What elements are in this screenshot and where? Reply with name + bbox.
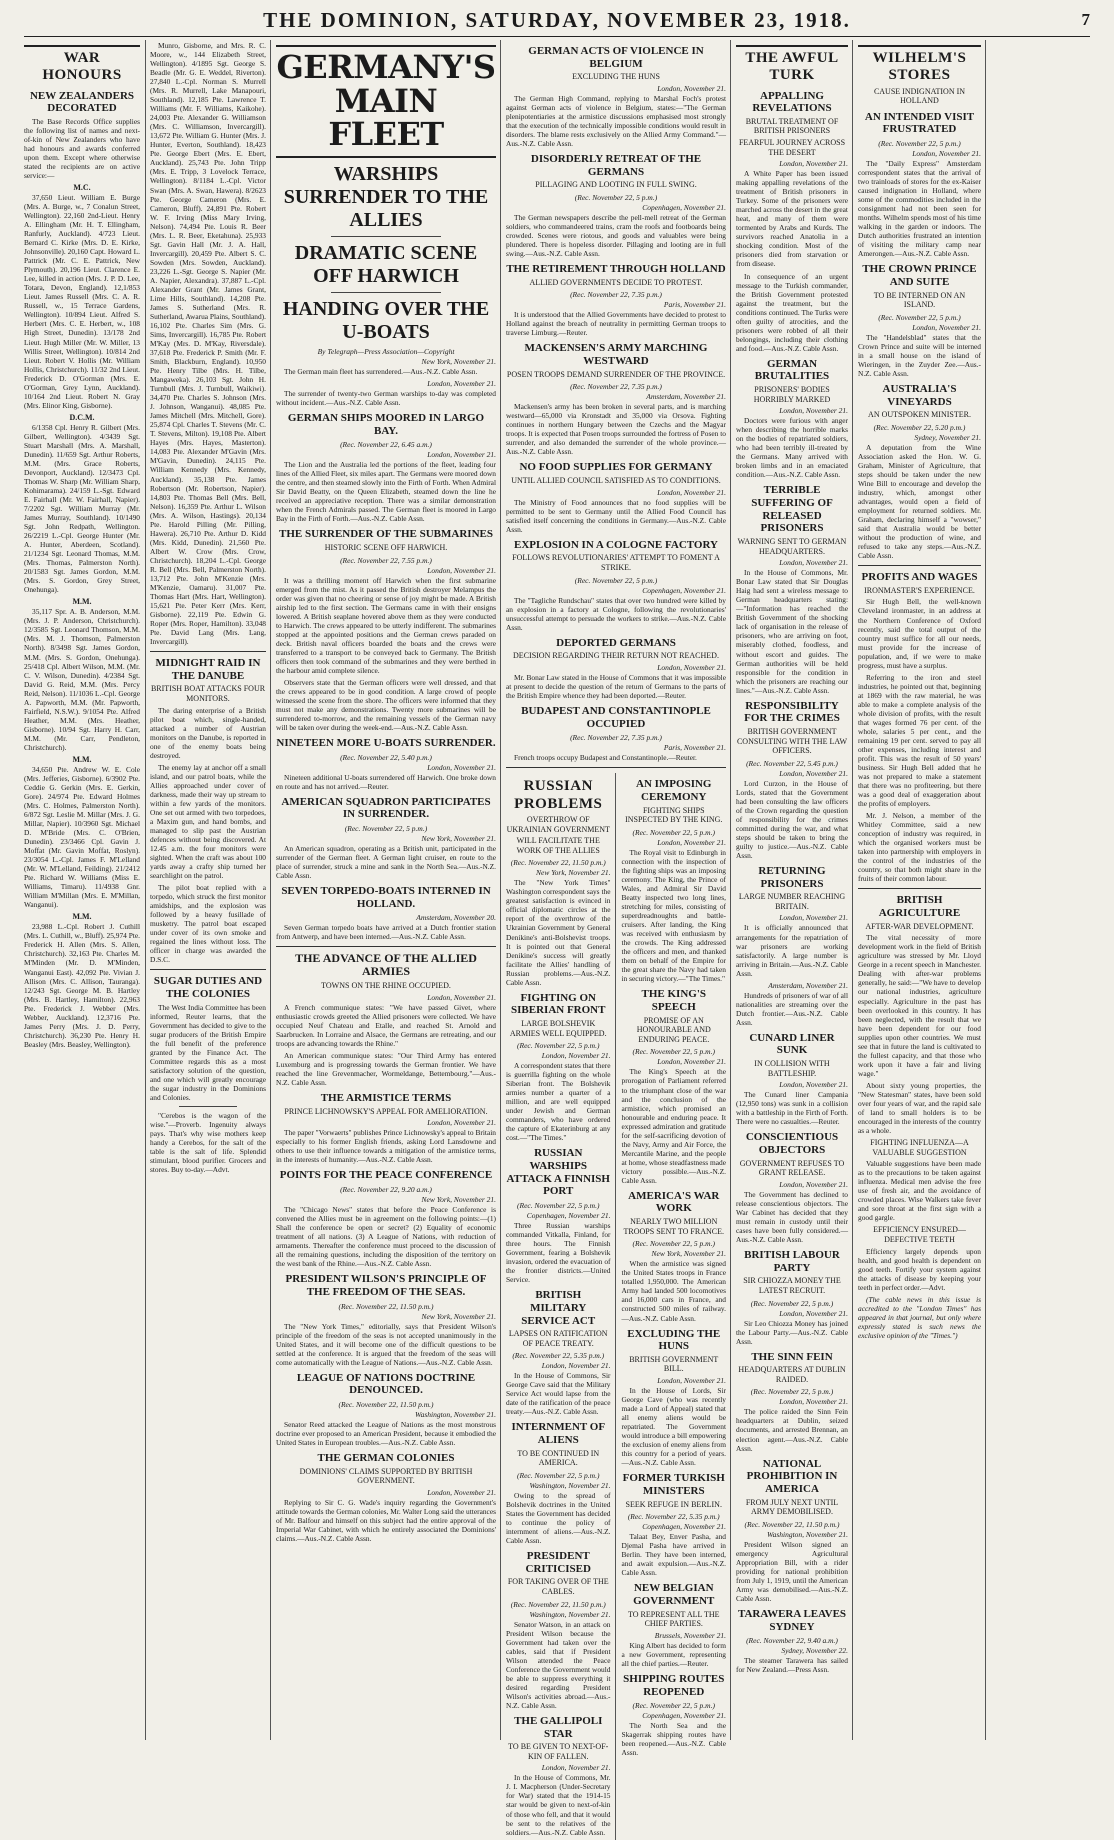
article-text: In consequence of an urgent message to the Turkish commander, the British Government protested against the treatment, but the conditions continued. The Turks were often guilty of atrocities, and the prisoners were robbed of all their belongings, including their clothing and food.—Aus.-N.Z. Cable Assn.	[736, 271, 848, 353]
subheading: IRONMASTER'S EXPERIENCE.	[864, 585, 975, 595]
article-text: The daring enterprise of a British pilot boat which, single-handed, attacked a number of Austrian monitors on the Danube, is reported in one of the enemy boats being destroyed.	[150, 705, 266, 760]
dateline: Copenhagen, November 21.	[642, 585, 726, 595]
divider	[858, 565, 981, 566]
article-text: When the armistice was signed the United States troops in France totalled 1,950,000. The American Army had landed 500 locomotives and 16,000 cars in France, and constructed 500 miles of railway.—Aus.-N.Z. Cable Assn.	[621, 1259, 726, 1323]
headline-german-colonies: THE GERMAN COLONIES	[317, 1452, 455, 1465]
subheading: DOMINIONS' CLAIMS SUPPORTED BY BRITISH GOVERNMENT.	[299, 1466, 473, 1486]
headline-belgian-government: NEW BELGIAN GOVERNMENT	[633, 1582, 715, 1607]
subheading: OVERTHROW OF UKRAINIAN GOVERNMENT	[506, 814, 610, 834]
received-time: (Rec. November 22, 11.50 p.m.)	[744, 1519, 840, 1529]
subheading: FOR TAKING OVER OF THE CABLES.	[507, 1577, 609, 1597]
received-time: (Rec. November 22, 5 p.m.)	[574, 192, 658, 202]
article-text: Referring to the iron and steel industries, he pointed out that, beginning at 1869 with the raw material, he was able to make a complete analysis of the whole division of profits, with the result that wages formed 76 per cent. of the whole, salaries 5 per cent., and the remaining 19 per cent. served to pay all other expenses, including interest and profit. This was the result of 50 years' business. Sir Hugh Bell added that he was not prepared to make a statement that there was no profiteering, but there was a good deal of exaggeration about the profits of employers.	[858, 672, 981, 809]
subheading: HEADQUARTERS AT DUBLIN RAIDED.	[738, 1365, 846, 1384]
article-text: The "Chicago News" states that before the Peace Conference is convened the Allies must be in agreement on the following points:—(1) Shall the conference be open or secret? (2) Equality of economic treatment of all nations. (3) A League of Nations, with reduction of armaments. Thereafter the conference must proceed to the discussion of all the remaining questions, including the disposition of the territory on the west bank of the Rhine.—Aus.-N.Z. Cable Assn.	[276, 1205, 496, 1269]
article-text: The German High Command, replying to Marshal Foch's protest against German acts of violence in Belgium, states:—"The German plenipotentiaries at the armistice discussions emphasised most strongly that the execution of the technically impossible conditions would result in disorders. The blame rests exclusively on the Allied Army Command."—Aus.-N.Z. Cable Assn.	[506, 93, 726, 149]
received-time: (Rec. November 22, 5 p.m.)	[878, 312, 961, 322]
headline-profits-wages: PROFITS AND WAGES	[861, 571, 978, 584]
dateline: London, November 21.	[657, 83, 726, 93]
article-text: A French communique states: "We have passed Givet, where enthusiastic crowds greeted the Allied prisoners were collected. We have occupied Neuf Chateau and Etalle, and reached St. Arnold and Saarbrucken. In Lorraine and Alsace, the Germans are retreating, and our troops are advancing towards the Rhine."	[276, 1002, 496, 1048]
headline-ceremony: AN IMPOSING CEREMONY	[636, 778, 712, 804]
dateline: New York, November 21.	[421, 1195, 496, 1205]
headline-league: LEAGUE OF NATIONS DOCTRINE DENOUNCED.	[296, 1371, 476, 1397]
list-heading: M.M.	[72, 597, 92, 607]
dateline: Paris, November 21.	[663, 300, 726, 310]
headline-food: NO FOOD SUPPLIES FOR GERMANY	[519, 461, 713, 474]
dateline: London, November 21.	[779, 1308, 848, 1318]
headline-holland: THE RETIREMENT THROUGH HOLLAND	[506, 263, 726, 276]
article-text: The surrender of twenty-two German warships to-day was completed without incident.—Aus.-N.Z. Cable Assn.	[276, 388, 496, 407]
article-text: The Royal visit to Edinburgh in connection with the inspection of the fighting ships was an imposing ceremony. The King, the Prince of Wales, and Admiral Sir David Beatty inspected two long lines, stretching for miles, consisting of superdreadnoughts and battle-cruisers. After landing, the King was received with enthusiasm by the crowds. The King addressed the officers and men, and thanked them on behalf of the Empire for the great share the Navy had taken in securing victory.—"The Times."	[621, 847, 726, 984]
subheading: AMERICAN SQUADRON PARTICIPATES IN SURRENDER.	[281, 795, 491, 821]
headline-turkish-ministers: FORMER TURKISH MINISTERS	[622, 1472, 725, 1497]
article-text: Mr. J. Nelson, a member of the Whitley Committee, said a new conception of industry was required, in which the organised workers must be taken into partnership with employers in the control of the industries of the country, so that both might share in the fruits of their common labour.	[858, 811, 981, 884]
honours-list: Munro, Gisborne, and Mrs. R. C. Moore, w., 144 Elizabeth Street, Wellington). 4/1895 Sgt. George S. Beadle (Mr. G. E. Weddel, Riverton). 27,840 L.-Cpl. Norman S. Murrell (Mrs. R. Murrell, Lake Manapouri, Southland). 12,185 Pte. Lawrence T. Williams (Mr. F. Williams, Kaikohe). 24,003 Pte. Alexander G. Williamson (Mrs. C. Williamson, Invercargill). 13,672 Pte. William G. Hunter (Mrs. J. Hunter, Everton, Southland). 18,423 Pte. George Ebert (Mrs. E. Ebert, Auckland). 25,743 Pte. John Tripp (Mrs. E. Tripp, 3 Lovelock Terrace, Wellington). 8/1184 L.-Cpl. Victor Swan (Mrs. A. Swan, Hawera). 8/2623 Pte. George Cameron (Mrs. E. Cameron, Bluff). 24,891 Pte. Robert W. F. Irving (Miss Mary Irving, Nelson). 74,494 Pte. Louis R. Beer (Mrs. L. R. Beer, Eketahuna). 25,933 Sgt. Gavin Hall (Mr. J. A. Hall, Invercargill). 20,459 Pte. Albert S. C. Sowden (Mrs. Sowden, Auckland). 23,226 L.-Sgt. George S. Napier (Mr. A. Napier, Alexandra). 37,887 L.-Cpl. Alexander Grant (Mr. James Grant, Lime Hills, Southland). 14,208 Pte. James S. Sutherland (Mrs. R. Sutherland, Awarua Plains, Southland). 16,102 Pte. Charles Sim (Mrs. G. Sims, Invercargill). 16,785 Pte. Robert M'Kay (Mrs. D. M'Kay, Riversdale). 37,618 Pte. Frederick P. Smith (Mr. F. Smith, Blackburn, England). 10,950 Pte. Henry Tilbe (Mrs. H. Tilbe, Mangaweka). 26,103 Sgt. John H. Turnbull (Mrs. J. Turnbull, Waikiwi). 34,470 Pte. Charles S. Johnson (Mrs. J. Johnson, Wanganui). 48,085 Pte. James Mitchell (Mrs. Mitchell, Gore). 25,874 Cpl. Charles T. Stevens (Mr. C. T. Stevens, Milton). 19,108 Pte. Albert Hayes (Mrs. Hayes, Masterton). 14,083 Pte. Alexander M'Gavin (Mrs. M'Gavin, Dunedin). 24,115 Pte. William Kennedy (Mrs. Kennedy, Auckland). 35,138 Pte. James Robertson (Mr. Robertson, Napier). 14,803 Pte. Thomas Bell (Mrs. Bell, Nelson). 16,359 Pte. Arthur L. Wilson (Mrs. A. Wilson, Hastings). 20,134 Pte. Harold Pilling (Mr. Pilling, Hawera). 26,710 Pte. Arthur D. Kidd (Mrs. Kidd, Dunedin). 21,560 Pte. Albert W. Crow (Mrs. Crow, Christchurch). 18,204 L.-Cpl. George R. Bell (Mrs. Bell, Palmerston North). 13,712 Pte. John M'Kenzie (Mrs. M'Kenzie, Oamaru). 31,007 Pte. Thomas Hart (Mrs. Hart, Wellington). 15,621 Pte. Peter Kerr (Mrs. Kerr, Gisborne). 22,119 Pte. Edwin G. Roper (Mrs. Roper, Hamilton). 33,048 Pte. David Lang (Mrs. Lang, Invercargill).	[150, 41, 266, 647]
divider	[858, 888, 981, 889]
received-time: (Rec. November 22, 7.35 p.m.)	[570, 290, 662, 300]
headline-service-act: BRITISH MILITARY SERVICE ACT	[521, 1289, 596, 1327]
honours-list: 37,650 Lieut. William E. Burge (Mrs. A. Burge, w., 7 Conalun Street, Wellington). 22,160 2nd-Lieut. Henry A. Ellingham (Mr. H. T. Ellingham, Ranfurly, Auckland). 4/723 Lieut. Bernard C. Kirke (Mrs. D. E. Kirke, Johnsonville). 20,160 Capt. Howard L. Pattrick (Mr. C. E. Pattrick, New Plymouth). 20,196 Lieut. Clarence E. Lee, killed in action (Mrs. J. P. D. Lee, Totara, Devon, England). 12,1/853 Lieut. James Russell (Mrs. C. A. R. Russell, w., 15 Terrace Gardens, Wellington). 10/894 Lieut. Alfred S. Herbert (Mrs. C. E. Herbert, w., 108 High Street, Dunedin). 13/178 2nd Lieut. Hugh Miller (Mr. W. Miller, 13 Willis Street, Wellington). 10/814 2nd Lieut. Robert V. Hollis (Mr. William Hollis, Christchurch). 11/32 2nd Lieut. Frederick D. O'Gorman (Mrs. E. O'Gorman, Grey Lynn, Auckland). 10/164 2nd Lieut. Robert N. Gray (Mrs. Elinor King, Gisborne).	[24, 193, 140, 410]
received-time: (Rec. November 22, 5 p.m.)	[574, 575, 658, 585]
column-war-honours	[24, 40, 140, 1740]
column-rule	[985, 40, 986, 1740]
received-time: (Rec. November 22, 5.40 p.m.)	[340, 752, 432, 762]
column-rule	[145, 40, 146, 1740]
divider	[331, 236, 441, 237]
article-text: Seven German torpedo boats have arrived at a Dutch frontier station from Antwerp, and have been interned.—Aus.-N.Z. Cable Assn.	[276, 922, 496, 941]
subheading: IN COLLISION WITH BATTLESHIP.	[754, 1059, 830, 1078]
received-time: (Rec. November 22, 5.35 p.m.)	[512, 1351, 605, 1361]
article-text: The "New York Times," editorially, says that President Wilson's principle of the freedom of the seas is not accepted unanimously in the United States, and it will become one of the difficult questions to be settled at the conference. It is argued that the freedom of the seas will come automatically with the League of Nations.—Aus.-N.Z. Cable Assn.	[276, 1321, 496, 1367]
dateline: London, November 21.	[779, 1397, 848, 1407]
article-text: King Albert has decided to form a new Government, representing all the chief parties.—Reuter.	[621, 1640, 726, 1668]
subheading: BRITISH GOVERNMENT BILL.	[629, 1354, 719, 1374]
headline-russian-problems: RUSSIAN PROBLEMS	[514, 778, 603, 812]
subheading: EXCLUDING THE HUNS	[572, 72, 660, 82]
dateline: Amsterdam, November 20.	[416, 912, 496, 922]
subheading: FEARFUL JOURNEY ACROSS THE DESERT	[738, 137, 846, 157]
article-text: An American communique states: "Our Third Army has entered Luxemburg and is progressing towards the German frontier. We have reached the line Grevenmacher, Wormeldange, Bettembourg."—Aus.-N.Z. Cable Assn.	[276, 1050, 496, 1088]
honours-list: 6/1358 Cpl. Henry R. Gilbert (Mrs. Gilbert, Wellington). 4/3439 Sgt. Stuart Marshall (Mrs. A. Marshall, Dunedin). 11/659 Sgt. Arthur Roberts, M.M. (Mrs. Grace Roberts, Devonport, Auckland). 12/3473 Cpl. Thomas W. Sharp (Mr. William Sharp, Kohimarama). 24/159 L.-Sgt. Edward E. Fairhall (Mr. W. Fairhall, Napier). 7/2202 Sgt. William Murray (Mr. James Murray, Southland). 10/1490 Sgt. John Redpath, Wellington. 26/2219 L.-Cpl. George Hunter (Mr. A. Hunter, Aberdeen, Scotland). 21/1234 Sgt. Leonard Thomas, M.M. (Mrs. Thomas, Palmerston North). 20/1583 Sgt. James Gordon, M.M. (Mrs. S. Gordon, Grey Street, Onehunga).	[24, 422, 140, 595]
article-text: The "Handelsblad" states that the Crown Prince and suite will be interned in a small house on the island of Wieringen, in the Zuyder Zee.—Aus.-N.Z. Cable Assn.	[858, 332, 981, 378]
dateline: Washington, November 21.	[415, 1410, 496, 1419]
headline-german-brutalities: GERMAN BRUTALITIES	[754, 357, 830, 383]
dateline: London, November 21.	[657, 1057, 726, 1067]
subcolumn-ceremony	[622, 773, 727, 1839]
article-text: Nineteen additional U-boats surrendered off Harwich. One broke down en route and has not arrived.—Reuter.	[276, 772, 496, 791]
dateline: London, November 21.	[427, 378, 496, 388]
subheading: TO BE CONTINUED IN AMERICA.	[517, 1448, 600, 1468]
subheading: NINETEEN MORE U-BOATS SURRENDER.	[276, 737, 496, 750]
dateline: New York, November 21.	[535, 868, 611, 878]
dateline: London, November 21.	[779, 1080, 848, 1090]
list-heading: D.C.M.	[69, 412, 95, 422]
headline-tarawera: TARAWERA LEAVES SYDNEY	[737, 1607, 847, 1633]
headline-terrible-suffering: TERRIBLE SUFFERING OF RELEASED PRISONERS	[751, 484, 833, 535]
subheading: NEW ZEALANDERS DECORATED	[29, 89, 135, 115]
subheading: THE SURRENDER OF THE SUBMARINES	[279, 528, 493, 541]
received-time: (Rec. November 22, 7.35 p.m.)	[570, 733, 662, 743]
article-text: In the House of Commons, Mr. Bonar Law stated that Sir Douglas Haig had sent a wireless message to German headquarters stating:—"Information has reached the British Government of the shocking lack of organisation in the release of prisoners, who are arriving on foot, miserably clothed, foodless, and without escort and guides. The German authorities will be held responsible for the condition in which the prisoners are reaching our lines."—Aus.-N.Z. Cable Assn.	[736, 568, 848, 695]
subcolumn-russian	[506, 773, 616, 1839]
received-time: (Rec. November 22, 9.20 a.m.)	[340, 1185, 432, 1195]
lower-split	[506, 773, 726, 1839]
subheading: LAPSES ON RATIFICATION OF PEACE TREATY.	[508, 1329, 608, 1348]
received-time: (Rec. November 22, 5.20 p.m.)	[873, 422, 966, 432]
article-text: The King's Speech at the prorogation of Parliament referred to the triumphant close of the war and the conclusion of the armistice, which promised an honourable and enduring peace. It expressed admiration and gratitude for the self-sacrificing devotion of the Navy, Army and Air Force, the Mercantile Marine, and the people at home, whose steadfastness made victory possible.—Aus.-N.Z. Cable Assn.	[621, 1067, 726, 1185]
column-rule	[500, 40, 501, 1740]
article-text: About sixty young properties, the "New Statesman" states, have been sold over four years of war, and the rapid sale of land to small holders is to be encouraged in the interests of the country as a whole.	[858, 1080, 981, 1135]
dateline: London, November 21.	[779, 406, 848, 416]
headline-crown-prince: THE CROWN PRINCE AND SUITE	[862, 263, 977, 288]
received-time: (Rec. November 22, 11.50 p.m.)	[510, 858, 606, 868]
article-text: The Government has declined to release conscientious objectors. The War Cabinet has decided that they must remain in custody until their cases have been fully considered.—Aus.-N.Z. Cable Assn.	[736, 1189, 848, 1244]
headline-cologne: EXPLOSION IN A COLOGNE FACTORY	[514, 538, 718, 551]
dateline: London, November 21.	[779, 768, 848, 778]
article-text: Three Russian warships commanded Vitkalla, Finland, for three hours. The Finnish Government, fearing a Bolshevik invasion, ordered the evacuation of the frontier districts.—United Service.	[506, 1221, 611, 1285]
honours-list: 35,117 Spr. A. B. Anderson, M.M. (Mrs. J. P. Anderson, Christchurch). 12/3585 Sgt. Leonard Thomson, M.M. (Mrs. M. J. Thomson, Palmerston North). 8/3498 Sgt. James Gordon, M.M. (Mrs. S. Gordon, Onehunga). 25/418 Cpl. Albert Wilson, M.M. (Mr. C. V. Wilson, Dunedin). 4/2384 Sgt. David G. Reid, M.M. (Mrs. Percy Reid, Nelson). 11/1036 L.-Cpl. George A. Papworth, M.M. (Mr. Papworth, Fairfield, N.S.W.). 9/1054 Pte. Alfred Heather, M.M. (Mrs. Heather, Gisborne). 10/94 Sgt. Harry H. Carr, M.M. (Mr. Carr, Pendleton, Christchurch).	[24, 607, 140, 752]
received-time: (Rec. November 22, 11.50 p.m.)	[510, 1599, 606, 1609]
column-main-fleet	[276, 40, 496, 1740]
headline-labour-party: BRITISH LABOUR PARTY	[744, 1249, 840, 1274]
column-rule	[852, 40, 853, 1740]
dateline: London, November 21.	[427, 1487, 496, 1497]
dateline: Sydney, November 21.	[914, 432, 981, 442]
dateline: Copenhagen, November 21.	[642, 1711, 726, 1721]
headline-wilhelms-stores: WILHELM'S STORES	[858, 45, 981, 85]
headline-retreat: DISORDERLY RETREAT OF THE GERMANS	[530, 153, 702, 178]
received-time: (Rec. November 22, 5 p.m.)	[632, 1701, 715, 1711]
divider	[150, 651, 266, 652]
dateline: New York, November 21.	[421, 834, 496, 844]
article-text: President Wilson signed an emergency Agricultural Appropriation Bill, with a rider providing for national prohibition from July 1, 1919, until the American Army was demobilised.—Aus.-N.Z. Cable Assn.	[736, 1539, 848, 1603]
article-text: Mr. Bonar Law stated in the House of Commons that it was impossible at present to decide the question of the return of Germans to the parts of the British Empire whence they had been deported.—Reuter.	[506, 673, 726, 701]
article-text: The vital necessity of more development work in the field of British agriculture was stressed by Mr. Lloyd George in a recent speech in Manchester. Dealing with after-war problems generally, he said:—"We have to develop our national industries, agriculture especially. Agriculture in the past has been overlooked in this country. It has been neglected, with the result that we have been dependent for our food supplies upon other countries. We must see that in future the land is cultivated to the fullest capacity, and that those who work upon it have a fair and living wage."	[858, 933, 981, 1078]
headline-midnight-raid: MIDNIGHT RAID IN THE DANUBE	[155, 657, 261, 682]
honours-list: 23,988 L.-Cpl. Robert J. Cuthill (Mrs. L. Cuthill, w., Bluff). 25,974 Pte. Frederick H. Allen (Mrs. S. Allen, Christchurch). 32,163 Pte. Charles M. M'Minden (Mr. D. M'Minden, Wanganui East). 42,092 Pte. Vivian J. Allison (Mrs. C. Allison, Tauranga). 12/243 Sgt. George M. B. Hartley (Mrs. B. Hartley, Hamilton). 22,963 Pte. Frederick J. Webber (Mrs. Webber, Auckland). 12,3716 Pte. James Perry (Mrs. J. D. Perry, Christchurch). 36,230 Pte. Henry H. Beasley (Mrs. Beasley, Wellington).	[24, 922, 140, 1049]
page-number: 7	[1081, 10, 1090, 29]
subheading: DECISION REGARDING THEIR RETURN NOT REACHED.	[513, 651, 719, 661]
headline-cunard-liner: CUNARD LINER SUNK	[749, 1031, 835, 1057]
subheading: BRITISH BOAT ATTACKS FOUR MONITORS.	[150, 684, 266, 703]
article-text: The German newspapers describe the pell-mell retreat of the German soldiers, who commandeered trains, cram the roofs and footboards being crowded. Scenes were riotous, and goods and valuables were being plundered. There is hopeless disorder. Pillaging and looting are in full swing.—Aus.-N.Z. Cable Assn.	[506, 212, 726, 259]
received-time: (Rec. November 22, 5.35 p.m.)	[627, 1512, 720, 1522]
subheading: EFFICIENCY ENSURED—DEFECTIVE TEETH	[873, 1225, 966, 1244]
dateline: London, November 21.	[779, 1179, 848, 1189]
list-heading: M.M.	[72, 754, 92, 764]
headline-war-honours: WAR HONOURS	[24, 45, 140, 85]
deck-warships-surrender: WARSHIPS SURRENDER TO THE ALLIES	[283, 162, 489, 231]
received-time: (Rec. November 22, 5 p.m.)	[750, 1298, 834, 1308]
headline-armistice: THE ARMISTICE TERMS	[320, 1092, 452, 1105]
article-text: A deputation from the Wine Association asked the Hon. W. G. Graham, Minister of Agriculture, that steps should be taken under the new Wine Bill to encourage and develop the industry, which, amongst other advantages, would open a field of employment for returned soldiers. Mr. Graham, declaring himself a "wowser," said that Australia would be better without the production of wine, and refused to take any steps.—Aus.-N.Z. Cable Assn.	[858, 442, 981, 561]
dateline: London, November 21.	[427, 1118, 496, 1128]
subheading: LARGE BOLSHEVIK ARMIES WELL EQUIPPED.	[509, 1018, 607, 1038]
received-time: (Rec. November 22, 5 p.m.)	[878, 138, 961, 148]
received-time: (Rec. November 22, 5 p.m.)	[517, 1041, 600, 1051]
subheading: TO REPRESENT ALL THE CHIEF PARTIES.	[628, 1609, 720, 1629]
headline-awful-turk: THE AWFUL TURK	[736, 45, 848, 85]
headline-siberian: FIGHTING ON SIBERIAN FRONT	[511, 991, 606, 1017]
subheading: UNTIL ALLIED COUNCIL SATISFIED AS TO CONDITIONS.	[511, 476, 721, 486]
received-time: (Rec. November 22, 5.45 p.m.)	[746, 758, 838, 768]
subheading: FIGHTING SHIPS INSPECTED BY THE KING.	[625, 805, 723, 825]
headline-sinn-fein: THE SINN FEIN	[751, 1350, 833, 1363]
list-heading: M.C.	[73, 183, 91, 192]
article-text: It is officially announced that arrangements for the repatriation of war prisoners are working satisfactorily. A large number is arriving in Britain.—Aus.-N.Z. Cable Assn.	[736, 923, 848, 978]
headline-finnish-port: RUSSIAN WARSHIPS ATTACK A FINNISH PORT	[506, 1147, 610, 1198]
received-time: (Rec. November 22, 5 p.m.)	[344, 824, 428, 834]
received-time: (Rec. November 22, 5 p.m.)	[632, 827, 715, 837]
dateline: Washington, November 21.	[529, 1609, 611, 1619]
dateline: New York, November 21.	[421, 356, 496, 366]
headline-peace-conference: POINTS FOR THE PEACE CONFERENCE	[279, 1169, 493, 1182]
headline-violence-belgium: GERMAN ACTS OF VIOLENCE IN BELGIUM	[528, 45, 704, 70]
article-text: The Cunard liner Campania (12,950 tons) was sunk in a collision with a battleship in the Firth of Forth. There were no casualties.—Reuter.	[736, 1090, 848, 1127]
article-text: The West India Committee has been informed, Reuter learns, that the Government has decided to give to the sugar producers of the British Empire the full benefit of the preference granted by the Finance Act. The Committee regards this as a most satisfactory solution of the question, and one which will greatly encourage the sugar industry in the Dominions and Colonies.	[150, 1002, 266, 1103]
headline-prohibition: NATIONAL PROHIBITION IN AMERICA	[746, 1457, 838, 1495]
dateline: London, November 21.	[541, 1051, 611, 1061]
dateline: Copenhagen, November 21.	[642, 202, 726, 212]
received-time: (Rec. November 22, 7.35 p.m.)	[570, 382, 662, 392]
dateline: London, November 21.	[912, 322, 981, 332]
article-text: Doctors were furious with anger when describing the horrible marks on the bodies of repatriated soldiers, who had been terribly ill-treated by the Germans. Many arrived with broken limbs and in an emaciated condition.—Aus.-N.Z. Cable Assn.	[736, 416, 848, 480]
subheading: GOVERNMENT REFUSES TO GRANT RELEASE.	[739, 1158, 845, 1178]
headline-advance: THE ADVANCE OF THE ALLIED ARMIES	[295, 950, 477, 979]
article-text: The "New York Times" Washington correspondent says the greatest satisfaction is evinced in official diplomatic circles at the report of the overthrow of the Ukrainian Government by General Denikine's anti-Bolshevist troops. It is pointed out that General Denikine's success will greatly facilitate the Allies' handling of Russian problems.—Aus.-N.Z. Cable Assn.	[506, 878, 611, 987]
received-time: (Rec. November 22, 5 p.m.)	[632, 1239, 715, 1249]
headline-shipping-routes: SHIPPING ROUTES REOPENED	[623, 1672, 725, 1698]
article-text: A correspondent states that there is guerrilla fighting on the whole Siberian front. The Bolshevik armies number a quarter of a million, and are well equipped under Jewish and German commanders, who have ordered the capture of Ekaterinburg at any cost.—"The Times."	[506, 1061, 611, 1143]
editorial-note: (The cable news in this issue is accredited to the "London Times" has appeared in that journal, but only where expressly stated is such news the exclusive opinion of the "Times.")	[858, 1294, 981, 1340]
received-time: (Rec. November 22, 11.50 p.m.)	[338, 1400, 434, 1409]
article-text: Talaat Bey, Enver Pasha, and Djemal Pasha have arrived in Berlin. They have been interned, and await expulsion.—Aus.-N.Z. Cable Assn.	[621, 1532, 726, 1578]
article-text: The Ministry of Food announces that no food supplies will be permitted to be sent to Germany until the Allied Food Council has satisfied itself concerning the conditions in Germany.—Aus.-N.Z. Cable Assn.	[506, 497, 726, 534]
subheading: LARGE NUMBER REACHING BRITAIN.	[738, 892, 846, 911]
article-text: It was a thrilling moment off Harwich when the first submarine emerged from the mist. As it passed the British destroyer Melampus the order was given that no cheering or sense of joy might be made. A British airship led to the first section. The Germans came in with their ensigns lowered. A British seaplane hovered above them as they were conducted to Harwich. The crews appeared to be utterly indifferent. The submarines stopped at the appointed positions and the German crews paraded on deck. British naval officers boarded the boats and the crews were transferred to a transport to be conveyed back to Germany. The British officers then took command of the submarines and they were berthed in the harbour amid complete silence.	[276, 575, 496, 675]
dateline: London, November 21.	[779, 159, 848, 169]
dateline: New York, November 21.	[651, 1249, 726, 1259]
subheading: TO BE INTERNED ON AN ISLAND.	[873, 290, 966, 310]
subheading: WILL FACILITATE THE WORK OF THE ALLIES	[516, 836, 600, 855]
divider	[150, 969, 266, 970]
divider	[276, 946, 496, 947]
subheading: ALLIED GOVERNMENTS DECIDE TO PROTEST.	[529, 277, 703, 287]
headline-aliens: INTERNMENT OF ALIENS	[511, 1421, 606, 1447]
dateline: London, November 21.	[427, 992, 496, 1002]
dateline: Copenhagen, November 21.	[642, 1522, 726, 1532]
subheading: SEVEN TORPEDO-BOATS INTERNED IN HOLLAND.	[281, 885, 491, 910]
dateline: London, November 21.	[657, 1376, 726, 1385]
article-text: The Lion and the Australia led the portions of the fleet, leading four lines of the Allied Fleet, six miles apart. The Germans were moored down the centre, and then steamed slowly into the Firth of Forth. When Admiral Sir David Beatty, on the Queen Elizabeth, steamed down the line he received an appreciative reception. There was a similar demonstration when the French Admirals passed. The German fleet is moored in Largo Bay in the Firth of Forth.—Aus.-N.Z. Cable Assn.	[276, 460, 496, 524]
article-text: Senator Reed attacked the League of Nations as the most monstrous doctrine ever proposed to an American President, because it embodied the United States in European troubles.—Aus.-N.Z. Cable Assn.	[276, 1420, 496, 1448]
dateline: Brussels, November 21.	[654, 1630, 726, 1640]
advertisement-text: Valuable suggestions have been made as to the precautions to be taken against influenza. Medical men advise the free use of fresh air, and the avoidance of crowded places. Wise Walkers take fever and sore throat at the first sign with a good gargle.	[858, 1159, 981, 1223]
column-wilhelm-stores	[858, 40, 981, 1740]
subheading: NEARLY TWO MILLION TROOPS SENT TO FRANCE.	[623, 1217, 724, 1236]
received-time: (Rec. November 22, 5 p.m.)	[632, 1047, 715, 1057]
dateline: Sydney, November 22.	[781, 1646, 848, 1656]
dateline: London, November 21.	[657, 663, 726, 673]
subheading: AN OUTSPOKEN MINISTER.	[868, 410, 971, 420]
dateline: London, November 21.	[541, 1361, 611, 1371]
article-text: A White Paper has been issued making appalling revelations of the treatment of British prisoners in Turkey. Some of the prisoners were marched across the desert in the great heat, and many of them were tormented by Arabs and Kurds. The survivors reached Anatolia in a shocking condition. Most of the prisoners died from starvation or from disease.	[736, 169, 848, 269]
article-text: It is understood that the Allied Governments have decided to protest to Holland against the breach of neutrality in permitting German troops to traverse Limburg.—Reuter.	[506, 310, 726, 338]
dateline: Copenhagen, November 21.	[526, 1211, 611, 1220]
received-time: (Rec. November 22, 5 p.m.)	[750, 1387, 834, 1397]
divider	[331, 292, 441, 293]
article-text: The North Sea and the Skagerrak shipping routes have been reopened.—Aus.-N.Z. Cable Assn.	[621, 1721, 726, 1758]
subheading: CAUSE INDIGNATION IN HOLLAND	[873, 86, 966, 106]
article-text: In the House of Commons, Sir George Cave said that the Military Service Act would lapse from the date of the ratification of the peace treaty.—Aus.-N.Z. Cable Assn.	[506, 1371, 611, 1417]
subheading: PILLAGING AND LOOTING IN FULL SWING.	[535, 180, 697, 190]
article-text: The Base Records Office supplies the following list of names and next-of-kin of New Zealanders who have had honours and awards conferred upon them. Except where otherwise stated the recipients are on active service:—	[24, 116, 140, 180]
subheading: GERMAN SHIPS MOORED IN LARGO BAY.	[287, 411, 485, 437]
headline-sugar-duties: SUGAR DUTIES AND THE COLONIES	[153, 975, 263, 1001]
article-text: Observers state that the German officers were well dressed, and that the crews appeared to be in good condition. A large crowd of people witnessed the scene from the shore. The officers were informed that they must not make any demonstrations. Twenty more submarines will be surrendered to-morrow, and the remaining vessels of the German navy will be taken over during the week-end.—Aus.-N.Z. Cable Assn.	[276, 677, 496, 733]
subheading: WARNING SENT TO GERMAN HEADQUARTERS.	[737, 537, 847, 556]
received-time: (Rec. November 22, 5 p.m.)	[517, 1470, 600, 1480]
dateline: London, November 21.	[657, 837, 726, 847]
headline-deported: DEPORTED GERMANS	[556, 636, 676, 649]
divider	[179, 1106, 237, 1107]
dateline: London, November 21.	[427, 450, 496, 460]
subheading: SIR CHIOZZA MONEY THE LATEST RECRUIT.	[743, 1276, 841, 1295]
received-time: (Rec. November 22, 6.45 a.m.)	[340, 440, 432, 450]
article-text: Lord Curzon, in the House of Lords, stated that the Government had been consulting the law officers of the Crown regarding the question of responsibility for the crimes committed during the war, and what steps should be taken to bring the guilty to justice.—Aus.-N.Z. Cable Assn.	[736, 778, 848, 860]
article-text: Hundreds of prisoners of war of all nationalities are streaming over the Dutch frontier.—Aus.-N.Z. Cable Assn.	[736, 990, 848, 1027]
headline-vineyards: AUSTRALIA'S VINEYARDS	[882, 382, 957, 408]
dateline: London, November 21.	[779, 913, 848, 923]
received-time: (Rec. November 22, 11.50 p.m.)	[338, 1301, 434, 1311]
article-text: Sir Leo Chiozza Money has joined the Labour Party.—Aus.-N.Z. Cable Assn.	[736, 1318, 848, 1346]
masthead	[24, 6, 1090, 37]
dateline: Amsterdam, November 21.	[646, 392, 726, 402]
subheading: PRISONERS' BODIES HORRIBLY MARKED	[753, 385, 831, 404]
subheading: FIGHTING INFLUENZA—A VALUABLE SUGGESTION	[870, 1137, 969, 1157]
dateline: London, November 21.	[427, 565, 496, 575]
dateline: London, November 21.	[779, 558, 848, 568]
list-heading: M.M.	[72, 912, 92, 922]
received-time: (Rec. November 22, 9.40 a.m.)	[746, 1636, 838, 1646]
article-text: The paper "Vorwaerts" publishes Prince Lichnowsky's appeal to Britain especially to his former English friends, asking Lord Lansdowne and others to use their influence towards a mitigation of the armistice terms, in the interests of humanity.—Aus.-N.Z. Cable Assn.	[276, 1128, 496, 1165]
dateline: Amsterdam, November 21.	[768, 980, 848, 990]
subheading: AFTER-WAR DEVELOPMENT.	[865, 921, 974, 931]
article-text: Owing to the spread of Bolshevik doctrines in the United States the Government has decided to continue the policy of internment of aliens.—Aus.-N.Z. Cable Assn.	[506, 1490, 611, 1546]
column-rule	[270, 40, 271, 1740]
subheading: POSEN TROOPS DEMAND SURRENDER OF THE PROVINCE.	[506, 369, 726, 379]
article-text: The pilot boat replied with a torpedo, which struck the first monitor amidships, and the explosion was followed by a heavy fusillade of musketry. The patrol boat escaped under cover of its own smoke and regained the lines without loss. The officer in charge was awarded the D.S.C.	[150, 883, 266, 965]
headline-returning-prisoners: RETURNING PRISONERS	[758, 865, 826, 890]
subheading: BRUTAL TREATMENT OF BRITISH PRISONERS	[745, 116, 839, 136]
column-awful-turk	[736, 40, 848, 1740]
dateline: London, November 21.	[541, 1763, 611, 1773]
deck-dramatic-scene: DRAMATIC SCENE OFF HARWICH	[294, 241, 478, 287]
article-text: The enemy lay at anchor off a small island, and our patrol boats, while the Allies approached under cover of darkness, made their way up stream to within a few yards of the monitors. One set out armed with two torpedoes, a Maxim gun, and hand bombs, and managed to slip past the Austrian defences without being discovered. At 12.45 a.m. the four monitors were sighted. When the craft was about 100 yards away a crafty ship turned her searchlight on the patrol.	[150, 762, 266, 881]
column-two	[150, 40, 266, 1740]
headline-budapest: BUDAPEST AND CONSTANTINOPLE OCCUPIED	[521, 705, 711, 730]
headline-objectors: CONSCIENTIOUS OBJECTORS	[745, 1131, 839, 1157]
dateline: Washington, November 21.	[767, 1529, 848, 1539]
article-text: In the House of Commons, Mr. J. I. Macpherson (Under-Secretary for War) stated that the 1914-15 star would be given to next-of-kin of those who fell, and that it would be sent to the relatives of the soldiers.—Aus.-N.Z. Cable Assn.	[506, 1773, 611, 1837]
dateline: Paris, November 21.	[663, 743, 726, 753]
headline-responsibility: RESPONSIBILITY FOR THE CRIMES	[744, 699, 840, 725]
dateline: London, November 21.	[657, 487, 726, 497]
subheading: AN INTENDED VISIT FRUSTRATED	[864, 110, 975, 136]
headline-kings-speech: THE KING'S SPEECH	[641, 988, 706, 1014]
article-text: The "Tagliche Rundschau" states that over two hundred were killed by an explosion in a factory at Cologne, following the revolutionaries' unsuccessful attempt to persuade the workers to strike.—Aus.-N.Z. Cable Assn.	[506, 595, 726, 632]
deck-u-boats: HANDING OVER THE U-BOATS	[282, 297, 490, 343]
headline-main-fleet: GERMANY'S MAIN FLEET	[276, 45, 496, 158]
subheading: TOWNS ON THE RHINE OCCUPIED.	[321, 981, 451, 991]
dateline: Washington, November 21.	[529, 1480, 611, 1490]
article-text: Mackensen's army has been broken in several parts, and is marching westward—65,000 via Kronstadt and 35,000 via Orsova. Fighting continues in northern Hungary between the Czechs and the Magyar troops. It is expected that Posen troops surrounded the fortress of Posen to surrender, and also demanded the surrender of the whole province.—Aus.-N.Z. Cable Assn.	[506, 402, 726, 457]
headline-british-agriculture: BRITISH AGRICULTURE	[878, 894, 961, 920]
subheading: BRITISH GOVERNMENT CONSULTING WITH THE LAW OFFICERS.	[736, 726, 848, 756]
article-text: French troops occupy Budapest and Constantinople.—Reuter.	[514, 753, 697, 763]
headline-president-criticised: PRESIDENT CRITICISED	[525, 1550, 591, 1575]
article-text: Senator Watson, in an attack on President Wilson because the Government had taken over the cables, said that if President Wilson attended the Peace Conference the Government would be able to suppress everything it desired regarding President Wilson's activities abroad.—Aus.-N.Z. Cable Assn.	[506, 1619, 611, 1710]
dateline: London, November 21.	[912, 148, 981, 158]
article-text: The police raided the Sinn Fein headquarters at Dublin, seized documents, and arrested Brennan, an election agent.—Aus.-N.Z. Cable Assn.	[736, 1407, 848, 1453]
article-text: The German main fleet has surrendered.—Aus.-N.Z. Cable Assn.	[284, 366, 478, 376]
column-belgium	[506, 40, 726, 1837]
subheading: SEEK REFUGE IN BERLIN.	[625, 1499, 722, 1509]
subheading: TO BE GIVEN TO NEXT-OF-KIN OF FALLEN.	[508, 1742, 609, 1761]
subheading: PRINCE LICHNOWSKY'S APPEAL FOR AMELIORATION.	[284, 1106, 488, 1116]
dateline: London, November 21.	[427, 762, 496, 772]
subheading: FROM JULY NEXT UNTIL ARMY DEMOBILISED.	[745, 1497, 839, 1517]
headline-americas-war-work: AMERICA'S WAR WORK	[628, 1189, 720, 1215]
subheading: HISTORIC SCENE OFF HARWICH.	[324, 543, 448, 553]
article-text: The steamer Tarawera has sailed for New Zealand.—Press Assn.	[736, 1656, 848, 1675]
subheading: FOLLOWS REVOLUTIONARIES' ATTEMPT TO FOMENT A STRIKE.	[512, 553, 720, 573]
article-text: In the House of Lords, Sir George Cave (who was recently made a Lord of Appeal) stated that all enemy aliens would be repatriated. The Government would introduce a bill empowering the exclusion of enemy aliens from this country for a period of years.—Aus.-N.Z. Cable Assn.	[621, 1386, 726, 1468]
column-rule	[730, 40, 731, 1740]
newspaper-title: THE DOMINION, SATURDAY, NOVEMBER 23, 1918.	[263, 8, 851, 32]
headline-excluding-huns: EXCLUDING THE HUNS	[627, 1327, 721, 1353]
honours-list: 34,650 Pte. Andrew W. E. Cole (Mrs. Jefferies, Gisborne). 6/3902 Pte. Ceddie G. Gerkin (Mrs. E. Gerkin, Gore). 24/974 Pte. Edward Holmes (Mrs. C. Holmes, Palmerston North). 6/872 Sgt. Leslie M. Millar (Mrs. J. G. Millar, Napier). 10/3960 Sgt. Michael D. M'Bride (Mrs. C. O'Brien, Dunedin). 23/3466 Cpl. Gavin J. Moffat (Mr. Gavin Moffat, Roslyn). 23/3054 L.-Cpl. James F. M'Lelland (Mr. W. M'Lelland, Feilding). 21/2412 Pte. Richard W. Williams (Miss E. Williams, Timaru). 11/4938 Gnr. William M'Millan (Mrs. E. M'Millan, Wanganui).	[24, 764, 140, 910]
dateline: New York, November 21.	[421, 1311, 496, 1321]
article-text: The "Daily Express" Amsterdam correspondent states that the arrival of two trainloads of stores for the ex-Kaiser caused indignation in Holland, where some of the commodities included in the consignment had not been seen for months. Wilhelm spends most of his time walking in the garden or indoors. The Dutch authorities frustrated an intention of visiting the military camp near Amerongen.—Aus.-N.Z. Cable Assn.	[858, 158, 981, 259]
advertisement-text: "Cerebos is the wagon of the wise."—Proverb. Ingenuity always pays. That's why wise mothers keep handy a Cerebos, for the salt of the table is the salt of life. Splendid stimulant, blood purifier. Grocers and stores. Buy to-day.—Advt.	[150, 1111, 266, 1175]
received-time: (Rec. November 22, 7.55 p.m.)	[340, 555, 432, 565]
byline: By Telegraph—Press Association—Copyright	[317, 346, 455, 356]
headline-freedom-of-seas: PRESIDENT WILSON'S PRINCIPLE OF THE FREEDOM OF THE SEAS.	[285, 1273, 487, 1298]
received-time: (Rec. November 22, 5 p.m.)	[517, 1201, 600, 1210]
article-text: Sir Hugh Bell, the well-known Cleveland ironmaster, in an address at the Northern Conference of Oxford recently, said the total output of the country must suffice for all our needs, must provide for the increase of population, and, if we were to make progress, must have a surplus.	[858, 597, 981, 670]
subheading: APPALLING REVELATIONS	[752, 89, 832, 115]
article-text: An American squadron, operating as a British unit, participated in the surrender of the German fleet. A German light cruiser, en route to the place of surrender, struck a mine and sank in the North Sea.—Aus.-N.Z. Cable Assn.	[276, 844, 496, 881]
article-text: Replying to Sir C. G. Wade's inquiry regarding the Government's attitude towards the German colonies, Mr. Walter Long said the utterances of Mr. Balfour and himself on this subject had the entire approval of the Imperial War Cabinet, with which he entirely associated the Dominions' claims.—Aus.-N.Z. Cable Assn.	[276, 1497, 496, 1544]
headline-mackensen: MACKENSEN'S ARMY MARCHING WESTWARD	[524, 342, 708, 368]
headline-gallipoli: THE GALLIPOLI STAR	[514, 1714, 603, 1740]
advertisement-text: Efficiency largely depends upon health, and good health is dependent on good teeth. Fortify your system against the attacks of disease by keeping your teeth in perfect order.—Advt.	[858, 1246, 981, 1292]
subheading: PROMISE OF AN HONOURABLE AND ENDURING PEACE.	[636, 1015, 711, 1044]
divider	[506, 767, 726, 768]
